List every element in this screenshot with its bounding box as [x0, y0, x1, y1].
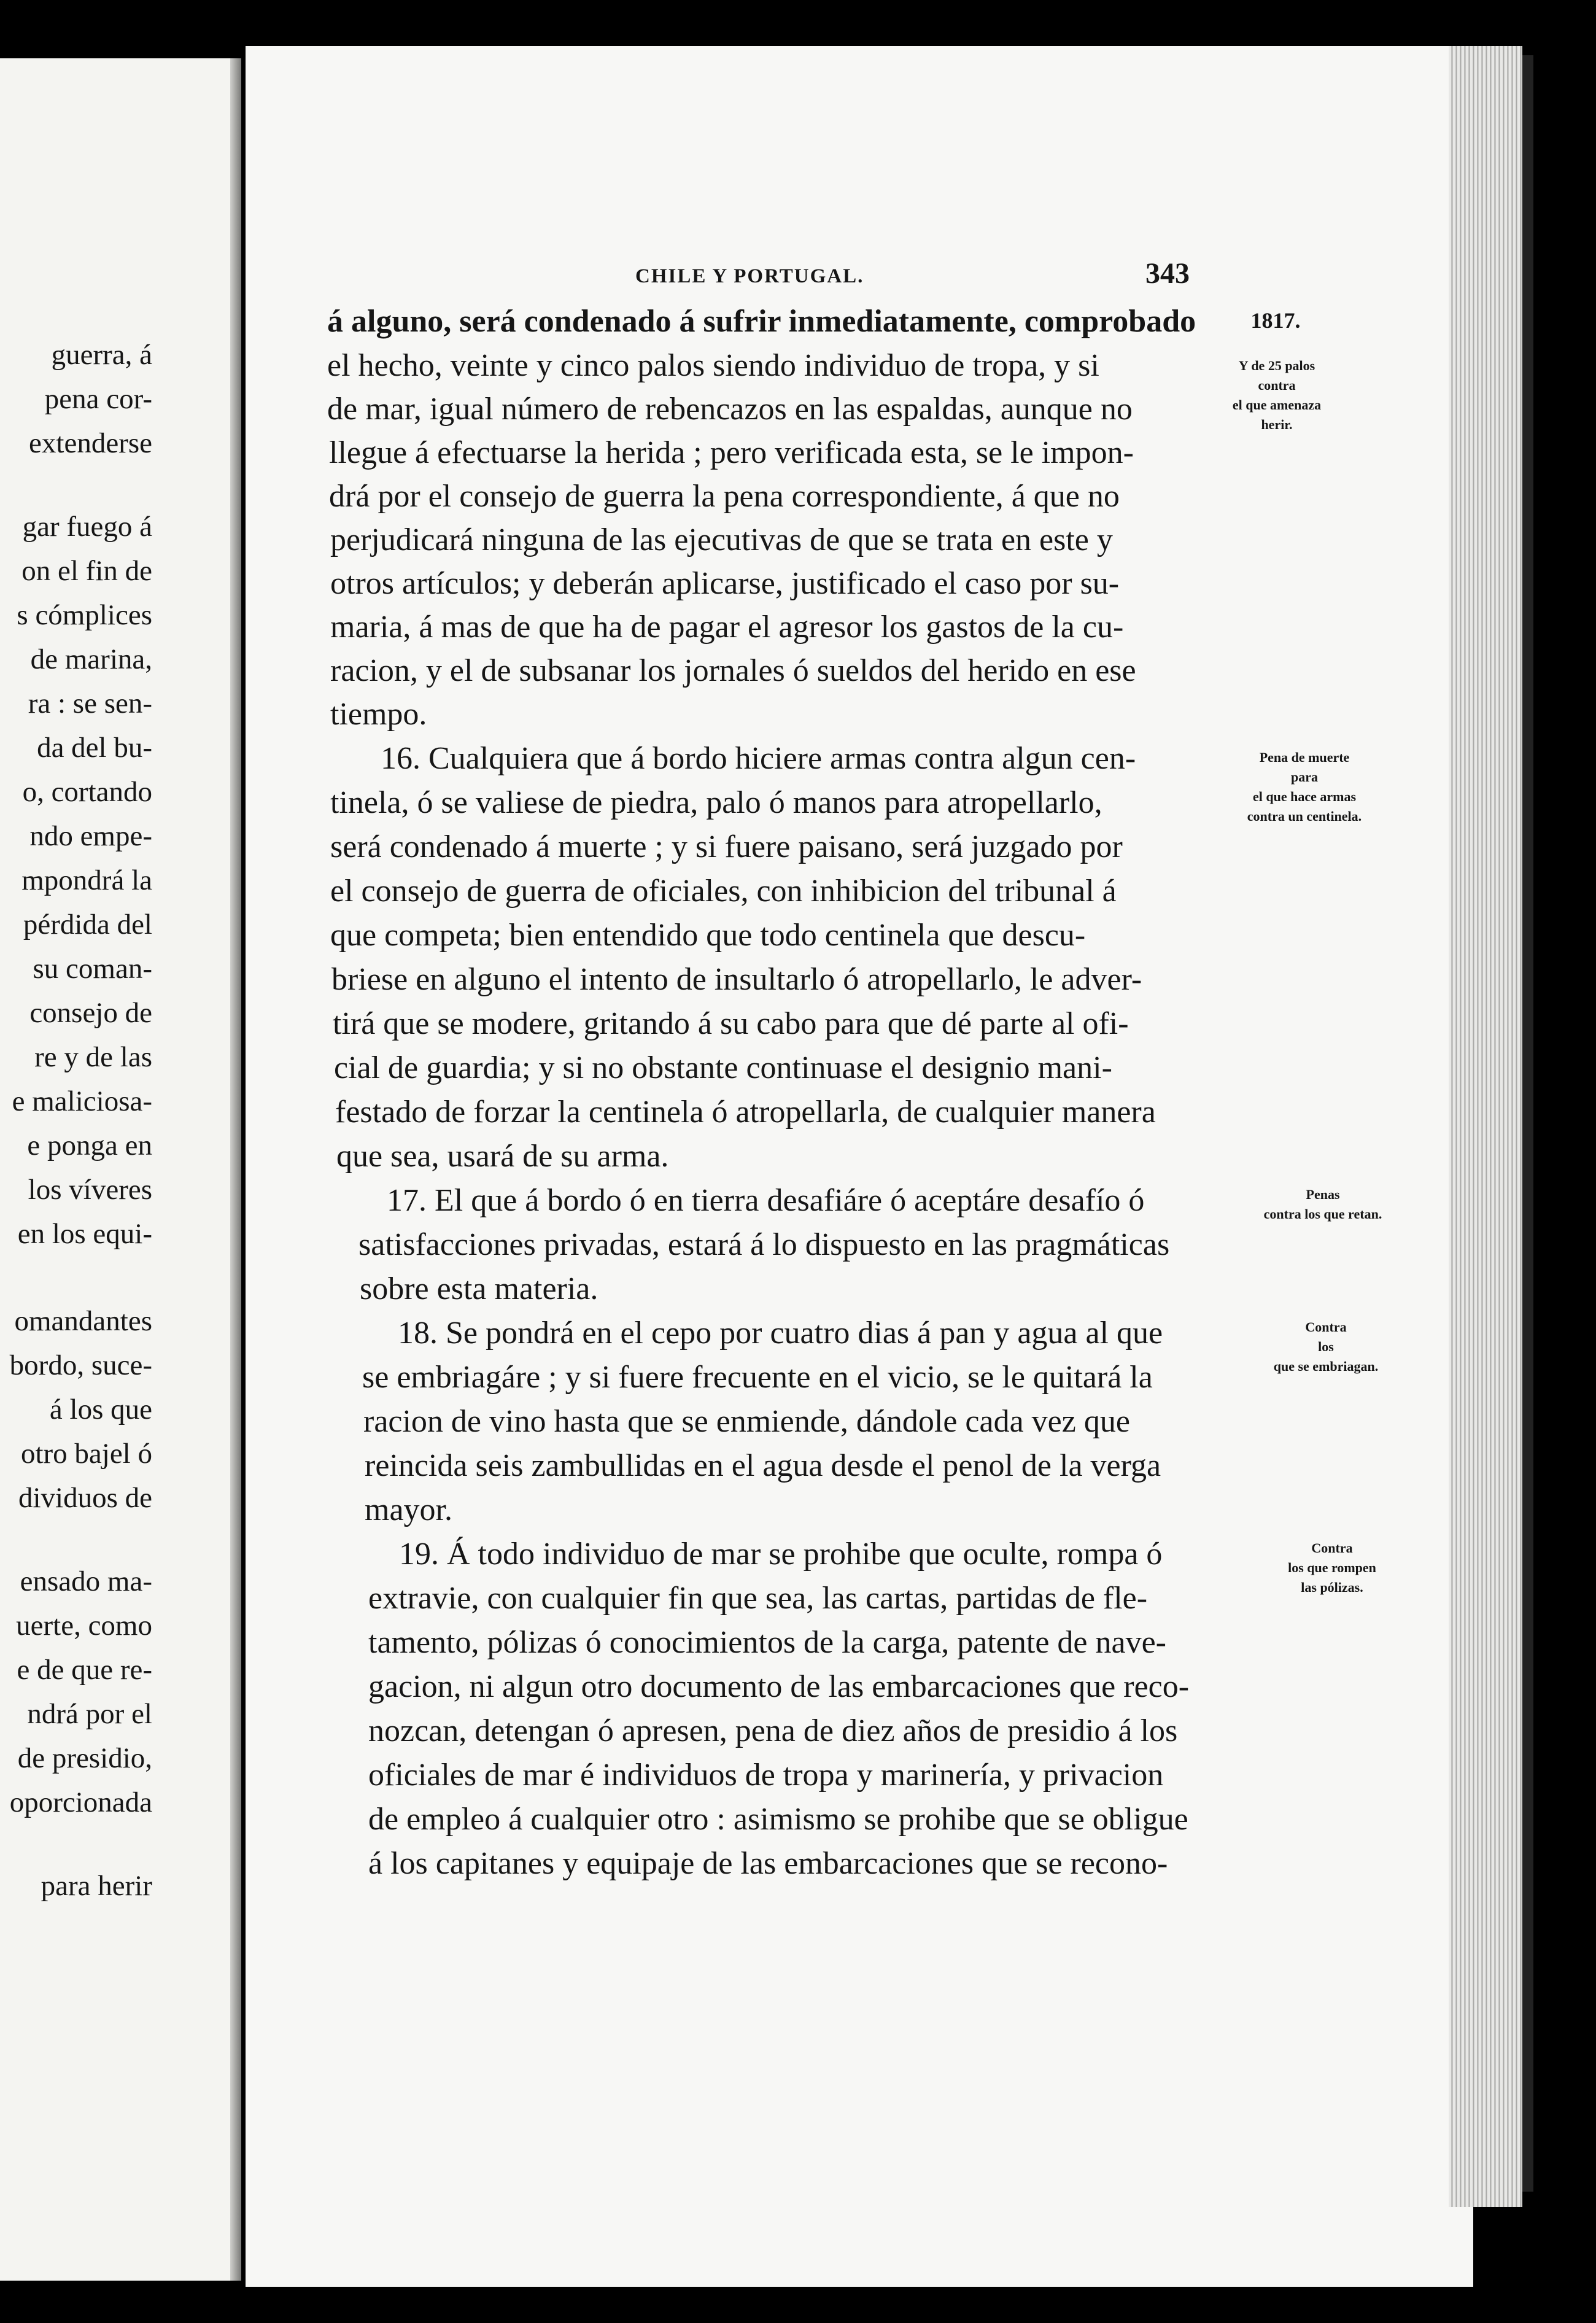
left-fragment: á los que [49, 1394, 152, 1425]
left-fragment: oporcionada [9, 1786, 152, 1818]
body-line: se embriagáre ; y si fuere frecuente en el vicio, se le quitará la [362, 1360, 1153, 1395]
left-fragment: su coman- [33, 953, 152, 985]
body-line: cial de guardia; y si no obstante continuase el designio mani- [334, 1050, 1112, 1085]
margin-note-line: que se embriagan. [1273, 1359, 1379, 1374]
margin-note-line: Contra [1311, 1540, 1353, 1556]
book-gutter [230, 58, 241, 2281]
running-head: CHILE Y PORTUGAL. [635, 265, 864, 287]
left-fragment: da del bu- [37, 732, 152, 764]
body-line: de mar, igual número de rebencazos en las espaldas, aunque no [327, 392, 1133, 427]
book-edge-shadow [1522, 55, 1533, 2192]
left-fragment: otro bajel ó [20, 1438, 152, 1470]
body-line: gacion, ni algun otro documento de las embarcaciones que reco- [368, 1669, 1190, 1704]
body-line: extravie, con cualquier fin que sea, las cartas, partidas de fle- [368, 1581, 1148, 1616]
body-line: tamento, pólizas ó conocimientos de la carga, patente de nave- [368, 1625, 1166, 1660]
left-fragment: gar fuego á [22, 511, 152, 543]
body-line: á los capitanes y equipaje de las embarcaciones que se recono- [368, 1846, 1168, 1881]
left-fragment: los víveres [28, 1174, 152, 1206]
margin-year [1214, 308, 1337, 333]
body-line: oficiales de mar é individuos de tropa y marinería, y privacion [368, 1758, 1164, 1793]
margin-note-line: el que amenaza [1232, 397, 1322, 413]
body-line: festado de forzar la centinela ó atropellarla, de cualquier manera [335, 1095, 1156, 1130]
left-fragment: pena cor- [44, 383, 152, 415]
margin-note-embriagan [1234, 1317, 1418, 1376]
body-line: maria, á mas de que ha de pagar el agresor los gastos de la cu- [330, 610, 1124, 645]
left-fragment: ndo empe- [29, 820, 152, 852]
body-line: racion, y el de subsanar los jornales ó sueldos del herido en ese [330, 653, 1136, 688]
left-fragment: s cómplices [17, 599, 152, 631]
left-fragment: pérdida del [23, 909, 152, 940]
body-line: reincida seis zambullidas en el agua desde el penol de la verga [365, 1448, 1161, 1483]
body-line: 16. Cualquiera que á bordo hiciere armas contra algun cen- [381, 741, 1136, 776]
body-line: perjudicará ninguna de las ejecutivas de que se trata en este y [330, 522, 1113, 557]
body-line: el hecho, veinte y cinco palos siendo individuo de tropa, y si [327, 348, 1099, 383]
left-fragment: de presidio, [17, 1742, 152, 1774]
left-fragment: ra : se sen- [28, 688, 152, 719]
left-fragment: re y de las [34, 1041, 152, 1073]
left-fragment: consejo de [29, 997, 152, 1029]
body-line: 18. Se pondrá en el cepo por cuatro dias á pan y agua al que [398, 1316, 1163, 1351]
body-line: racion de vino hasta que se enmiende, dándole cada vez que [363, 1404, 1130, 1439]
left-fragment: ensado ma- [20, 1565, 152, 1597]
margin-note-line: contra los que retan. [1263, 1206, 1382, 1222]
body-line: llegue á efectuarse la herida ; pero verificada esta, se le impon- [329, 435, 1134, 470]
margin-note-line: Contra [1305, 1319, 1347, 1335]
margin-note-line: herir. [1261, 417, 1293, 432]
body-line: de empleo á cualquier otro : asimismo se prohibe que se obligue [368, 1802, 1188, 1837]
left-fragment: en los equi- [17, 1218, 152, 1250]
left-fragment: bordo, suce- [9, 1349, 152, 1381]
body-line: briese en alguno el intento de insultarlo ó atropellarlo, le adver- [331, 962, 1142, 997]
margin-note-line: contra [1258, 378, 1296, 393]
body-line: el consejo de guerra de oficiales, con inhibicion del tribunal á [330, 874, 1117, 909]
margin-note-line: contra un centinela. [1247, 809, 1362, 824]
body-line: drá por el consejo de guerra la pena correspondiente, á que no [329, 479, 1120, 514]
left-fragment: extenderse [29, 427, 152, 459]
left-fragment: on el fin de [21, 555, 152, 587]
body-line: satisfacciones privadas, estará á lo dispuesto en las pragmáticas [358, 1227, 1170, 1262]
body-line: otros artículos; y deberán aplicarse, justificado el caso por su- [330, 566, 1120, 601]
margin-note-line: los que rompen [1288, 1560, 1376, 1575]
left-facing-page [0, 58, 230, 2281]
margin-note-palos [1203, 356, 1350, 435]
body-line: sobre esta materia. [360, 1271, 598, 1306]
body-line: tinela, ó se valiese de piedra, palo ó manos para atropellarlo, [330, 785, 1102, 820]
page-edges [1449, 46, 1522, 2207]
left-fragment: mpondrá la [21, 864, 152, 896]
margin-note-line: los [1318, 1339, 1334, 1354]
left-fragment: e ponga en [27, 1130, 152, 1162]
body-line: nozcan, detengan ó apresen, pena de diez años de presidio á los [368, 1713, 1178, 1748]
body-line: tiempo. [330, 697, 427, 732]
page-number: 343 [1145, 257, 1190, 290]
left-fragment: o, cortando [22, 776, 152, 808]
left-fragment: ndrá por el [27, 1698, 152, 1730]
body-line: que competa; bien entendido que todo centinela que descu- [330, 918, 1086, 953]
left-fragment: e maliciosa- [12, 1085, 152, 1117]
left-fragment: e de que re- [17, 1654, 152, 1686]
margin-note-polizas [1252, 1538, 1412, 1597]
body-line: tirá que se modere, gritando á su cabo para que dé parte al ofi- [333, 1006, 1129, 1041]
body-line: será condenado á muerte ; y si fuere paisano, será juzgado por [330, 829, 1123, 864]
margin-note-line: para [1291, 769, 1318, 785]
margin-note-line: Penas [1306, 1187, 1340, 1202]
margin-note-pena-muerte [1212, 748, 1396, 826]
left-fragment: de marina, [30, 643, 152, 675]
margin-note-line: Pena de muerte [1259, 750, 1350, 765]
margin-note-line: las pólizas. [1301, 1580, 1363, 1595]
margin-note-line: el que hace armas [1252, 789, 1357, 804]
body-line: que sea, usará de su arma. [336, 1139, 669, 1174]
body-line: á alguno, será condenado á sufrir inmediatamente, comprobado [327, 304, 1196, 339]
margin-note-line: Y de 25 palos [1238, 358, 1315, 373]
body-line: 17. El que á bordo ó en tierra desafiáre ó aceptáre desafío ó [387, 1183, 1145, 1218]
body-line: 19. Á todo individuo de mar se prohibe que oculte, rompa ó [399, 1537, 1163, 1572]
left-fragment: guerra, á [51, 339, 152, 371]
body-line: mayor. [365, 1492, 452, 1527]
left-fragment: omandantes [14, 1305, 152, 1337]
left-fragment: para herir [41, 1870, 152, 1902]
left-fragment: uerte, como [16, 1610, 152, 1642]
margin-note-retan [1228, 1185, 1418, 1224]
margin-year-text: 1817. [1250, 308, 1301, 333]
left-fragment: dividuos de [18, 1482, 152, 1514]
